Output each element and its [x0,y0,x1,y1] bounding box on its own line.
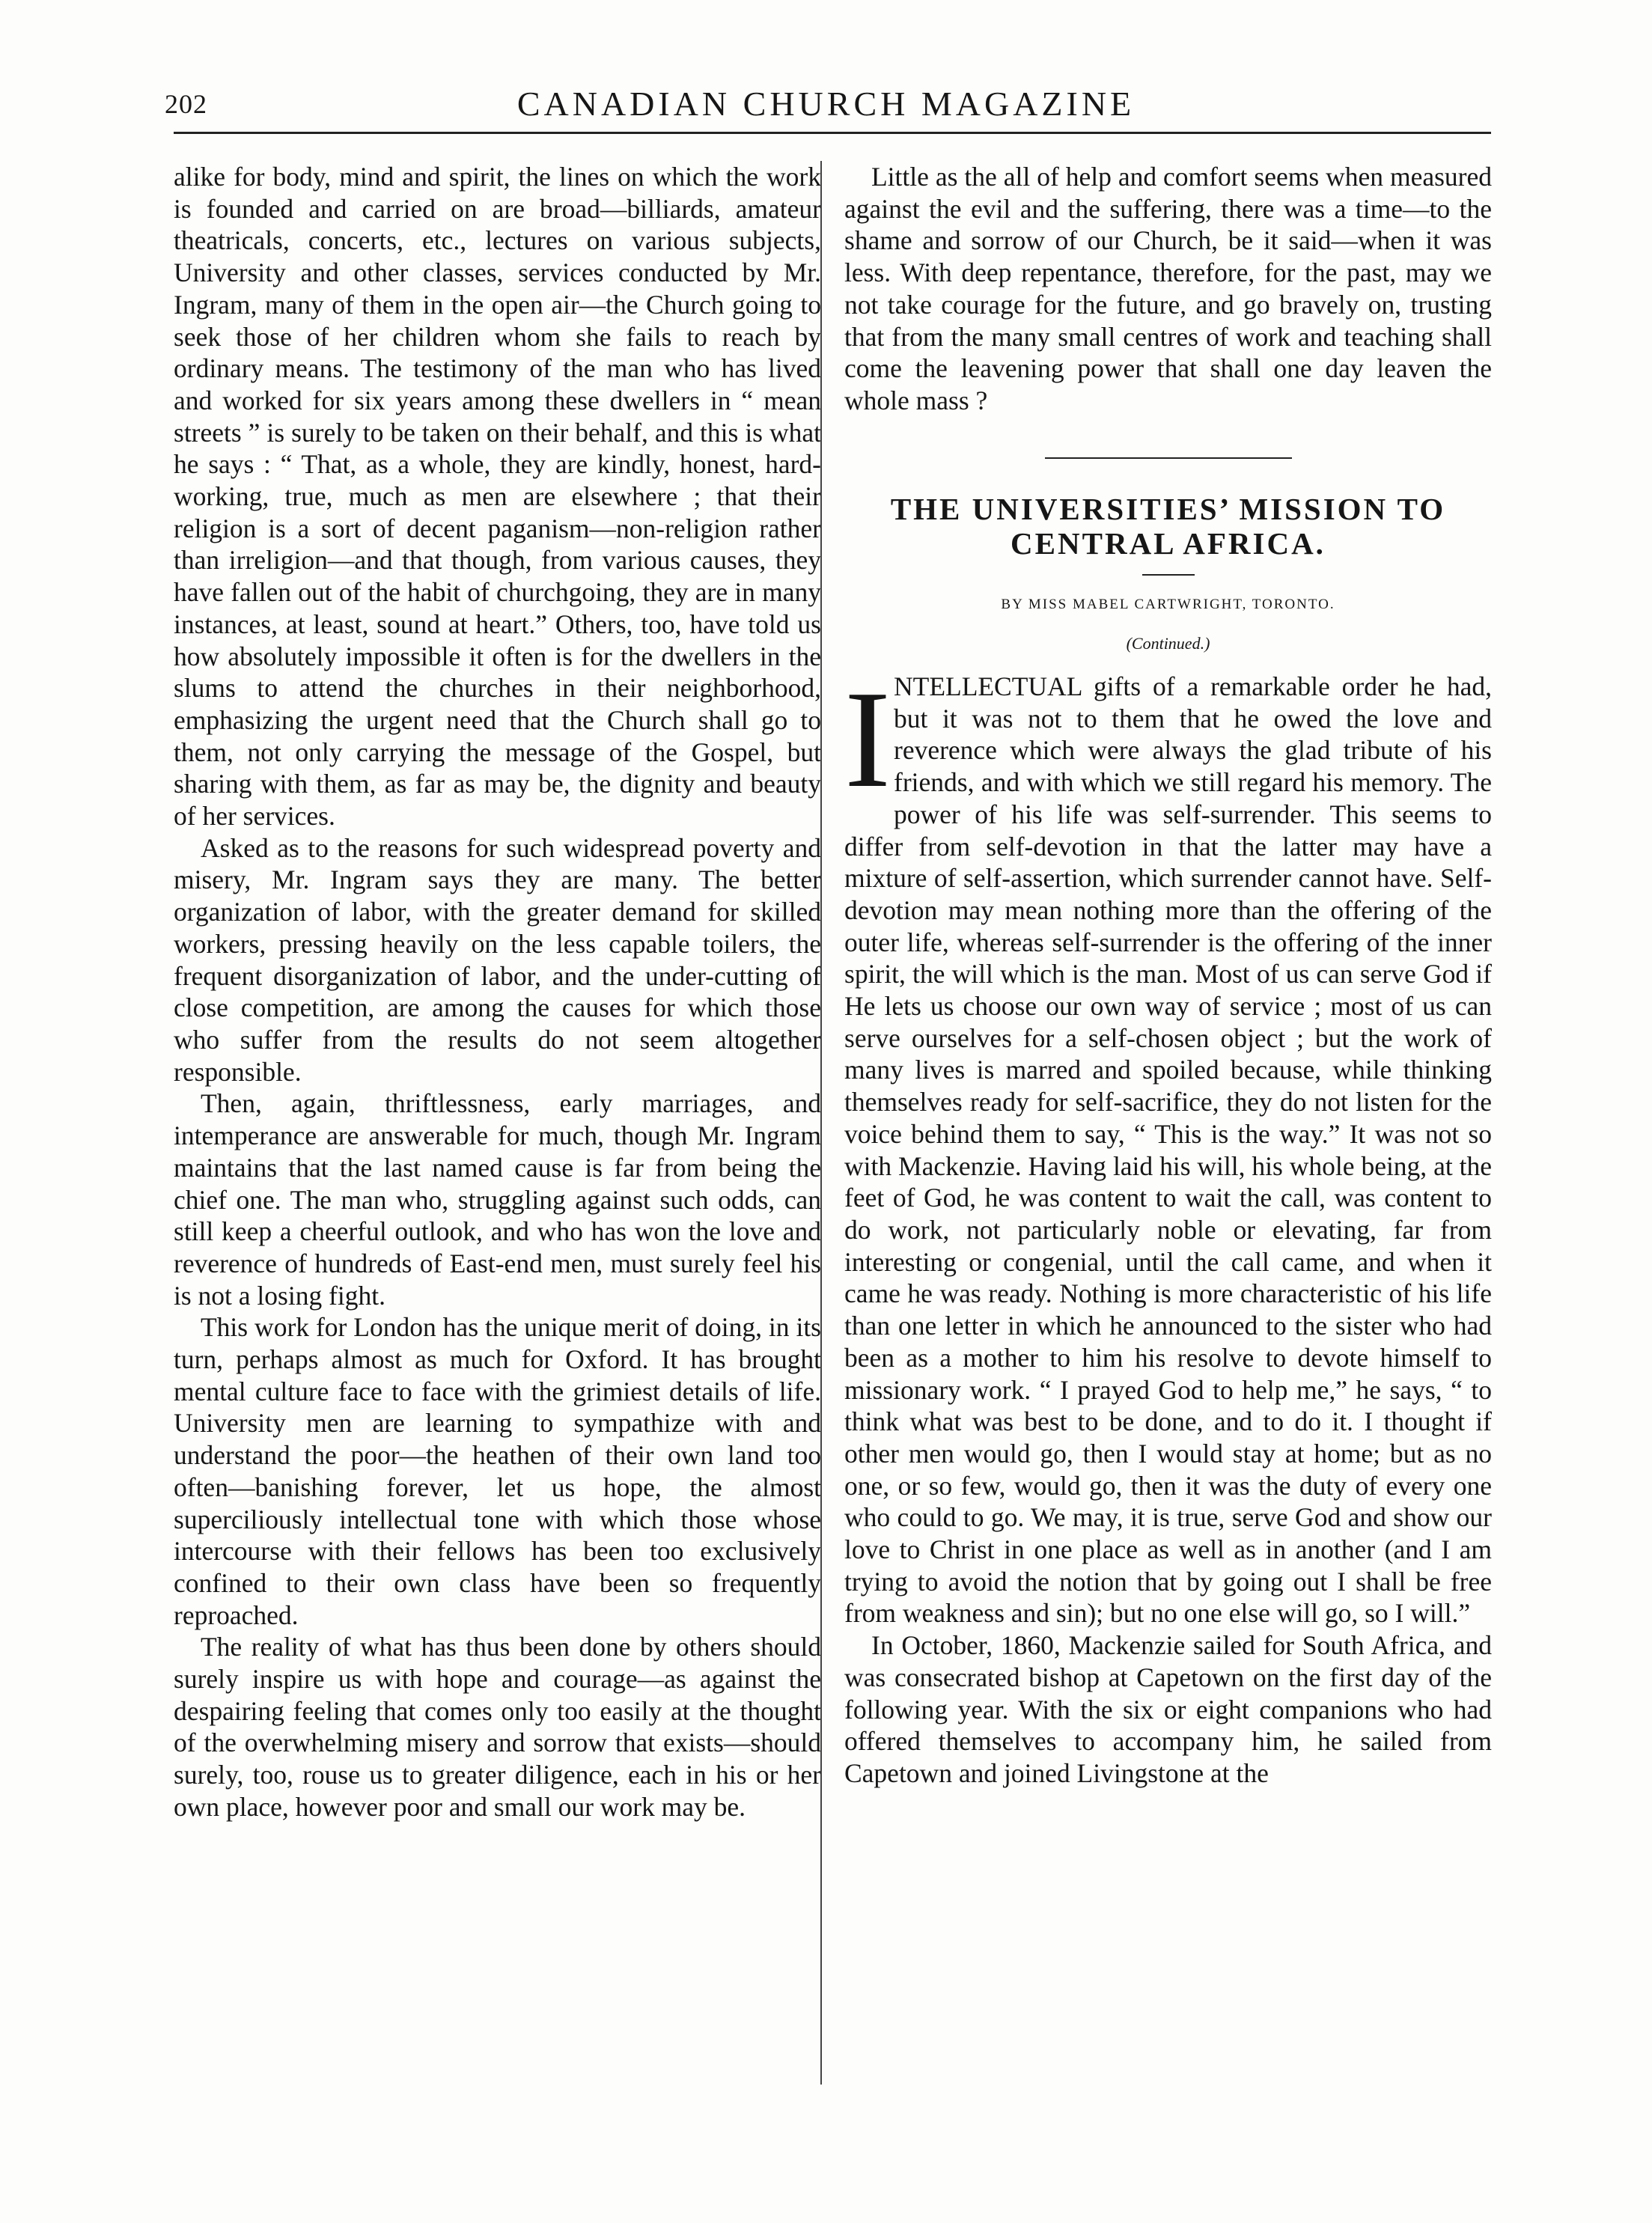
running-head: CANADIAN CHURCH MAGAZINE [516,85,1136,123]
byline: BY MISS MABEL CARTWRIGHT, TORONTO. [1001,596,1335,612]
left-column [174,161,821,1823]
section-rule [1045,457,1292,459]
paragraph: Little as the all of help and comfort seems when measured against the evil and the suffering, there was a time—to the shame and sorrow of our Church, be it said—when it was less. With deep repentance, therefore, for the past, may we not take courage for the future, and go bravely on, trusting that from the many small centres of work and teaching shall come the leavening power that shall one day leaven the whole mass ? [844,162,1492,415]
title-rule [1142,574,1195,576]
column-divider [820,161,822,2085]
paragraph: Then, again, thriftlessness, early marriages, and intemperance are answerable for much, though Mr. Ingram maintains that the last named cause is far from being the chief one. The man who, struggling against such odds, can still keep a cheerful outlook, and who has won the love and reverence of hundreds of East-end men, must surely feel his is not a losing fight. [174,1088,821,1311]
article-title [844,492,1492,561]
paragraph: This work for London has the unique merit of doing, in its turn, perhaps almost as much for Oxford. It has brought mental culture face to face with the grimiest details of life. University men are learning to sympathize with and understand the poor—the heathen of their own land too often—banishing forever, let us hope, the almost superciliously intellectual tone with which those whose intercourse with their fellows has been too exclusively confined to their own class have been so frequently reproached. [174,1312,821,1630]
article-title-line-1: THE UNIVERSITIES’ MISSION TO [890,491,1446,526]
paragraph-text: NTELLECTUAL gifts of a remarkable order he had, but it was not to them that he owed the love and reverence which were always the glad tribute of his friends, and with which we still regard his memory. The power of his life was self-surrender. This seems to differ from self-devotion in that the latter may have a mixture of self-assertion, which surrender cannot have. Self-devotion may mean nothing more than the offering of the outer life, whereas self-surrender is the offering of the inner spirit, the will which is the man. Most of us can serve God if He lets us choose our own way of service ; most of us can serve ourselves for a self-chosen object ; but the work of many lives is marred and spoiled because, while thinking themselves ready for self-sacrifice, they do not listen for the voice behind them to say, “ This is the way.” It was not so with Mackenzie. Having laid his will, his whole being, at the feet of God, he was content to wait the call, was content to do work, not particularly noble or elevating, far from interesting or congenial, until the call came, and when it came he was ready. Nothing is more characteristic of his life than one letter in which he announced to the sister who had been as a mother to him his resolve to devote himself to missionary work. “ I prayed God to help me,” he says, “ to think what was best to be done, and to do it. I thought if other men would go, then I would stay at home; but as no one, or so few, would go, then it was the duty of every one who could to go. We may, it is true, serve God and show our love to Christ in one place as well as in another (and I am trying to avoid the notion that by going out I shall be free from weakness and sin); but no one else will go, so I will.” [844,671,1492,1629]
paragraph: In October, 1860, Mackenzie sailed for South Africa, and was consecrated bishop at Capetown on the first day of the following year. With the six or eight companions who had offered themselves to accompany him, he sailed from Capetown and joined Livingstone at the [844,1630,1492,1788]
drop-cap: I [844,662,891,817]
paragraph: The reality of what has thus been done by others should surely inspire us with hope and courage—as against the despairing feeling that comes only too easily at the thought of the overwhelming misery and sorrow that exists—should surely, too, rouse us to greater diligence, each in his or her own place, however poor and small our work may be. [174,1632,821,1822]
right-column [844,161,1492,1790]
paragraph [844,662,1492,1629]
continued-note: (Continued.) [1126,634,1210,653]
page-number: 202 [165,89,207,119]
paragraph: alike for body, mind and spirit, the lines on which the work is founded and carried on are broad—billiards, amateur theatricals, concerts, etc., lectures on various subjects, University and other classes, services conducted by Mr. Ingram, many of them in the open air—the Church going to seek those of her children whom she fails to reach by ordinary means. The testimony of the man who has lived and worked for six years among these dwellers in “ mean streets ” is surely to be taken on their behalf, and this is what he says : “ That, as a whole, they are kindly, honest, hard-working, true, much as men are elsewhere ; that their religion is a sort of decent paganism—non-religion rather than irreligion—and that though, from various causes, they have fallen out of the habit of churchgoing, they are in many instances, at least, sound at heart.” Others, too, have told us how absolutely impossible it often is for the dwellers in the slums to attend the churches in their neighborhood, emphasizing the urgent need that the Church shall go to them, not only carrying the message of the Gospel, but sharing with them, as far as may be, the dignity and beauty of her services. [174,162,821,832]
article-title-line-2: CENTRAL AFRICA. [1011,525,1326,561]
header-rule [174,132,1491,134]
paragraph: Asked as to the reasons for such widespread poverty and misery, Mr. Ingram says they are many. The better organization of labor, with the greater demand for skilled workers, pressing heavily on the less capable toilers, the frequent disorganization of labor, and the under-cutting of close competition, are among the causes for which those who suffer from the results do not seem altogether responsible. [174,832,821,1087]
